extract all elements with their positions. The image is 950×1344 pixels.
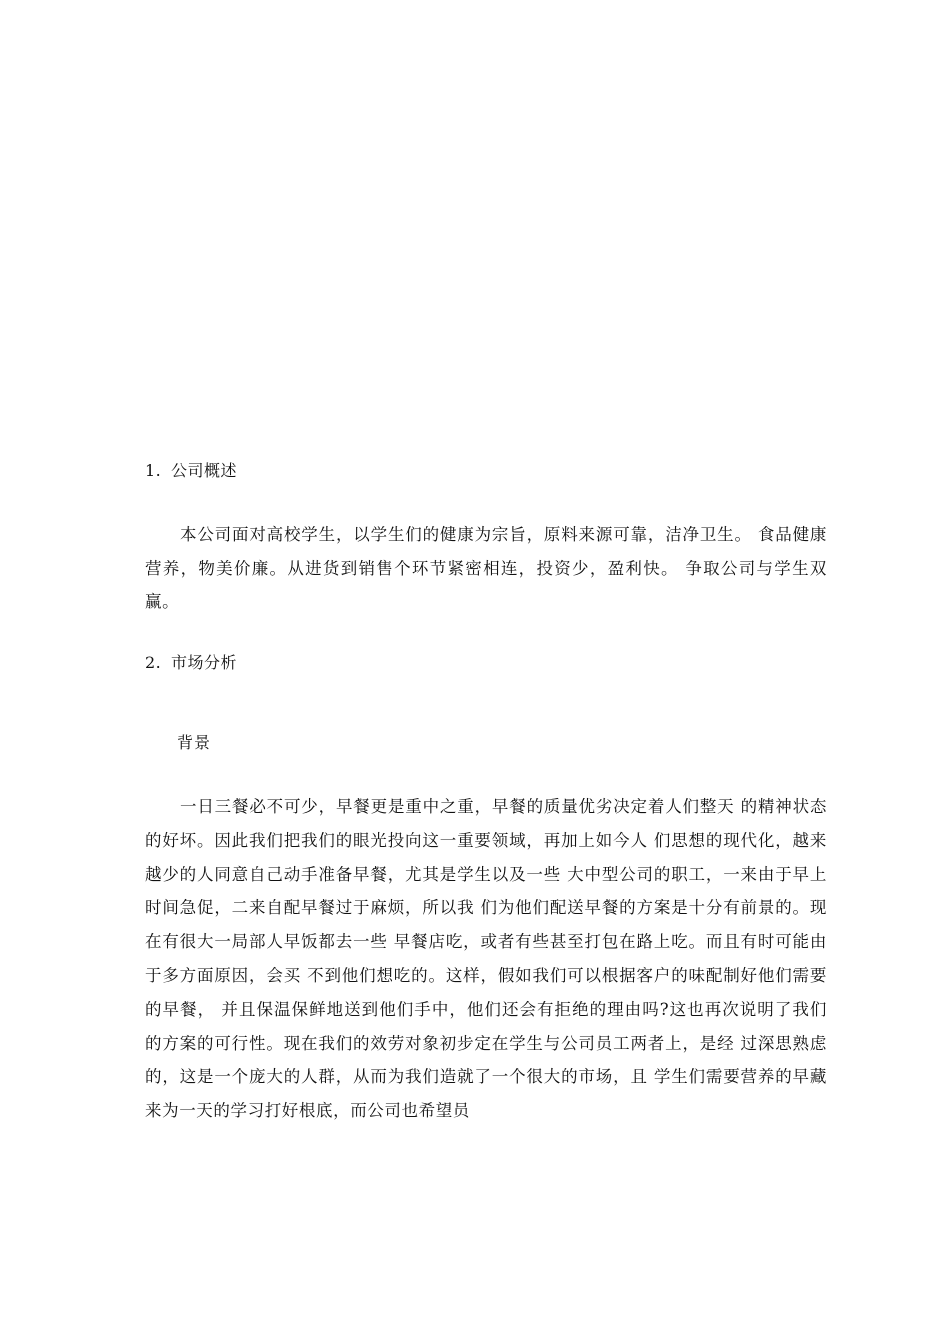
background-paragraph: 一日三餐必不可少，早餐更是重中之重，早餐的质量优劣决定着人们整天 的精神状态的好坏。因此我们把我们的眼光投向这一重要领域，再加上如今人 们思想的现代化，越来越少的人同意自己动手准备早餐，尤其是学生以及一些 大中型公司的职工，一来由于早上时间急促，二来自配早餐过于麻烦，所以我 们为他们配送早餐的方案是十分有前景的。现在有很大一局部人早饭都去一些 早餐店吃，或者有些甚至打包在路上吃。而且有时可能由于多方面原因，会买 不到他们想吃的。这样，假如我们可以根据客户的味配制好他们需要的早餐， 并且保温保鲜地送到他们手中，他们还会有拒绝的理由吗?这也再次说明了我们 的方案的可行性。现在我们的效劳对象初步定在学生与公司员工两者上，是经 过深思熟虑的，这是一个庞大的人群，从而为我们造就了一个很大的市场，且 学生们需要营养的早藏来为一天的学习打好根底，而公司也希望员 <box>145 797 827 1121</box>
section-title: 公司概述 <box>171 461 238 480</box>
section-heading-market-analysis <box>145 653 237 673</box>
company-overview-paragraph: 本公司面对高校学生，以学生们的健康为宗旨，原料来源可靠，洁净卫生。 食品健康营养，物美价廉。从进货到销售个环节紧密相连，投资少，盈利快。 争取公司与学生双赢。 <box>145 525 827 611</box>
section-number: 1. <box>145 461 162 480</box>
section-title: 市场分析 <box>171 653 238 672</box>
section-heading-company-overview <box>145 461 237 481</box>
subsection-heading-background: 背景 <box>177 733 212 752</box>
section-number: 2. <box>145 653 162 672</box>
